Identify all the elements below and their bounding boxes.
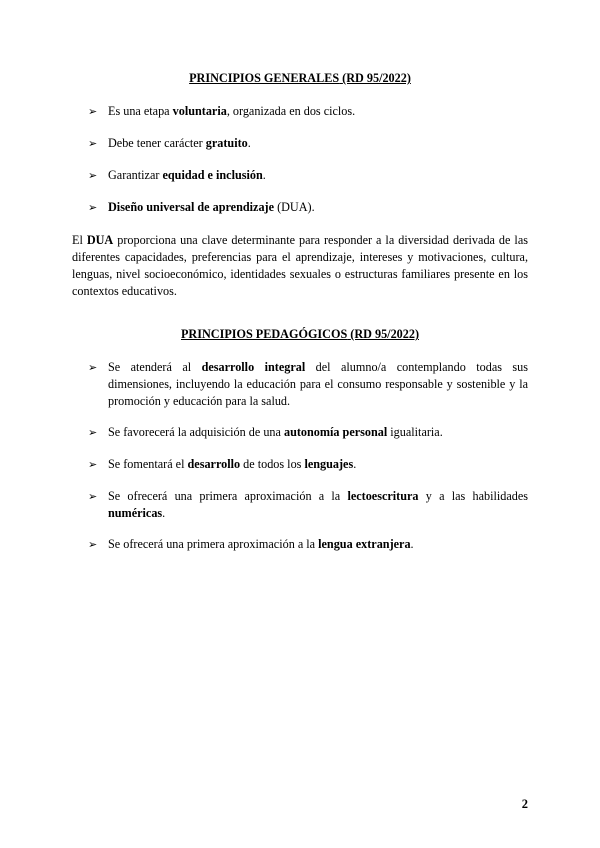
page-number: 2: [521, 797, 528, 811]
list-item: [88, 536, 528, 553]
list-item-text: Es una etapa voluntaria, organizada en dos ciclos.: [108, 104, 356, 118]
list-item: [88, 424, 528, 441]
list-item: [88, 103, 528, 120]
list-item-text: Se favorecerá la adquisición de una autonomía personal igualitaria.: [108, 425, 443, 439]
section-heading-principios-generales: [0, 71, 600, 86]
list-item: [88, 167, 528, 184]
list-item: [88, 135, 528, 152]
arrow-bullet-icon: ➢: [88, 169, 98, 182]
list-item-text: Se ofrecerá una primera aproximación a la lengua extranjera.: [108, 537, 414, 551]
heading-text: PRINCIPIOS PEDAGÓGICOS: [180, 327, 348, 341]
list-item: [88, 359, 528, 410]
section-heading-principios-pedagogicos: [0, 327, 600, 342]
dua-paragraph: El DUA proporciona una clave determinante para responder a la diversidad derivada de las diferentes capacidades, preferencias para el aprendizaje, intereses y motivaciones, cultura, lenguas, nivel socioeconómico, identidades sexuales o estructuras familiares presente en los contextos educativos.: [72, 233, 528, 298]
list-item-text: Se fomentará el desarrollo de todos los lenguajes.: [108, 457, 357, 471]
arrow-bullet-icon: ➢: [88, 426, 98, 439]
list-item-text: Garantizar equidad e inclusión.: [108, 168, 266, 182]
arrow-bullet-icon: ➢: [88, 105, 98, 118]
arrow-bullet-icon: ➢: [88, 458, 98, 471]
arrow-bullet-icon: ➢: [88, 538, 98, 551]
arrow-bullet-icon: ➢: [88, 137, 98, 150]
list-item-text: Se atenderá al desarrollo integral del alumno/a contemplando todas sus dimensiones, incluyendo la educación para el consumo responsable y sostenible y la promoción y educación para la salud.: [108, 360, 528, 408]
list-item-text: Se ofrecerá una primera aproximación a la lectoescritura y a las habilidades numéricas.: [108, 489, 528, 520]
list-item-text: Diseño universal de aprendizaje (DUA).: [108, 200, 315, 214]
heading-suffix: (RD 95/2022): [342, 71, 411, 85]
heading-suffix: (RD 95/2022): [350, 327, 419, 341]
arrow-bullet-icon: ➢: [88, 490, 98, 503]
list-item: [88, 199, 528, 216]
list-item-text: Debe tener carácter gratuito.: [108, 136, 251, 150]
heading-text: PRINCIPIOS GENERALES: [189, 71, 340, 85]
arrow-bullet-icon: ➢: [88, 361, 98, 374]
list-item: [88, 456, 528, 473]
arrow-bullet-icon: ➢: [88, 201, 98, 214]
list-item: [88, 488, 528, 522]
